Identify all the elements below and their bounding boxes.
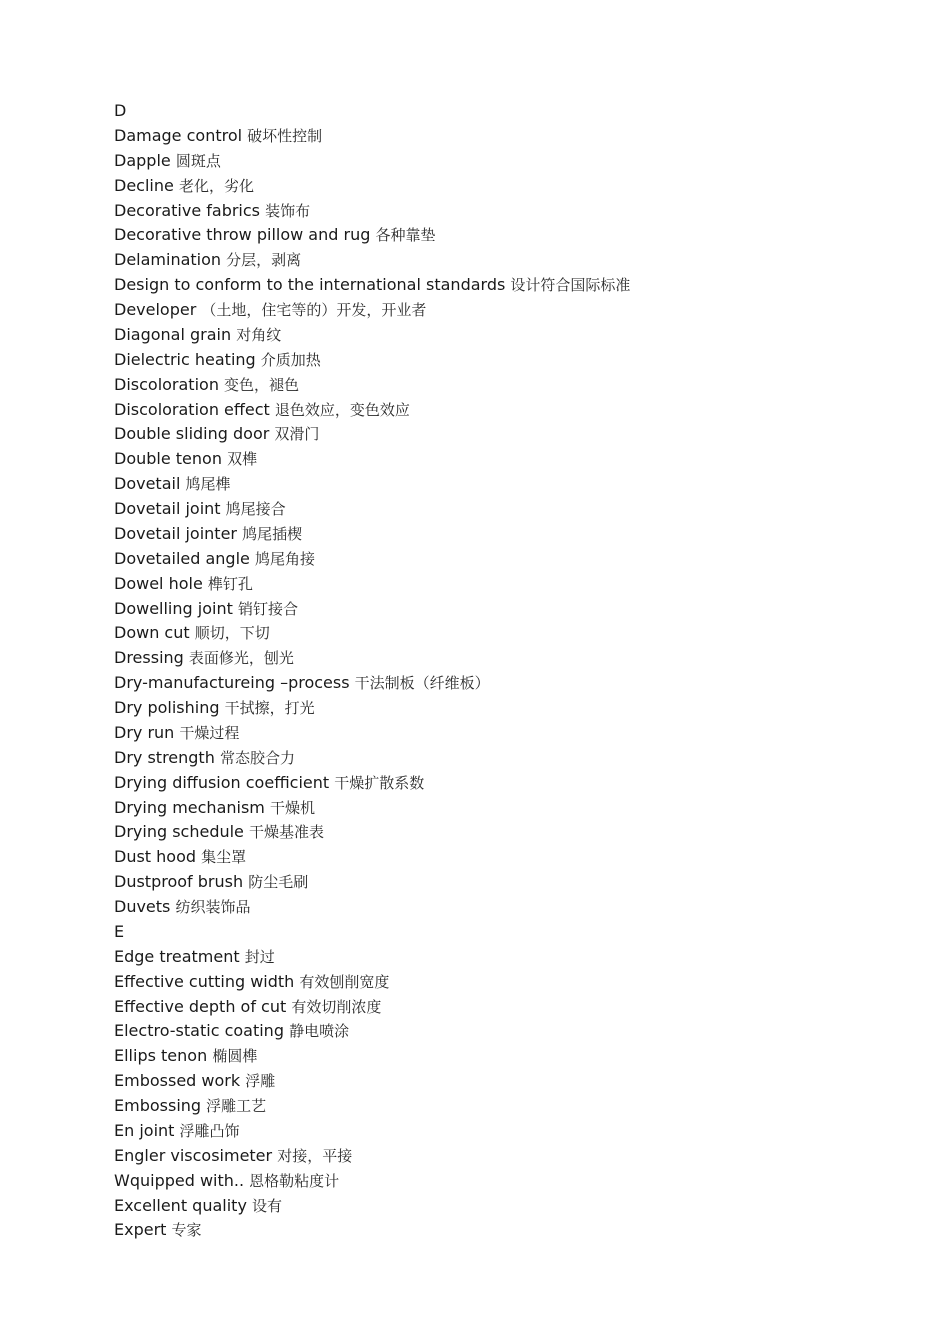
entry-translation: 专家 — [171, 1221, 202, 1240]
entry-term: Double tenon — [114, 449, 222, 469]
entry-term: Dry polishing — [114, 698, 220, 717]
glossary-entry — [114, 671, 630, 696]
glossary-entry — [114, 223, 630, 248]
glossary-entry — [114, 497, 630, 522]
entry-term: Dry strength — [114, 747, 215, 767]
entry-term: Embossed work — [114, 1071, 241, 1091]
entry-translation: 顺切，下切 — [194, 624, 270, 643]
glossary-entry — [114, 373, 630, 398]
entry-translation: 对接，平接 — [277, 1146, 353, 1165]
entry-translation: 纺织装饰品 — [175, 898, 251, 916]
entry-term: Excellent quality — [114, 1195, 247, 1215]
entry-translation: 防尘毛刷 — [248, 873, 309, 892]
entry-term: Ellips tenon — [114, 1046, 208, 1066]
entry-translation: （土地，住宅等的）开发，开业者 — [201, 301, 427, 319]
entry-term: Dapple — [114, 150, 171, 170]
glossary-entry — [114, 522, 630, 547]
entry-term: Edge treatment — [114, 946, 240, 966]
glossary-entry — [114, 845, 630, 870]
entry-term: Engler viscosimeter — [114, 1145, 273, 1165]
glossary-entry — [114, 348, 630, 373]
glossary-entry — [114, 124, 630, 149]
entry-translation: 集尘罩 — [201, 848, 247, 867]
entry-translation: 鸠尾角接 — [254, 549, 315, 568]
entry-term: Duvets — [114, 897, 171, 916]
entry-term: Drying diffusion coefficient — [114, 772, 330, 792]
glossary-entry — [114, 199, 630, 224]
entry-translation: 封过 — [244, 947, 275, 966]
entry-translation: 浮雕工艺 — [206, 1097, 267, 1115]
entry-translation: 破坏性控制 — [247, 126, 323, 145]
entry-term: Discoloration — [114, 374, 219, 394]
glossary-entry — [114, 323, 630, 348]
glossary-entry — [114, 273, 630, 298]
entry-translation: 干拭擦，打光 — [224, 699, 315, 717]
glossary-entry — [114, 398, 630, 423]
entry-translation: 干法制板（纤维板） — [354, 674, 490, 693]
glossary-entry — [114, 472, 630, 497]
entry-translation: 双滑门 — [274, 425, 320, 444]
entry-translation: 分层，剥离 — [226, 251, 302, 270]
entry-translation: 干燥扩散系数 — [334, 773, 425, 792]
entry-term: Design to conform to the international standards — [114, 275, 506, 295]
entry-term: Dust hood — [114, 847, 197, 867]
entry-term: Dustproof brush — [114, 872, 244, 892]
entry-term: Effective depth of cut — [114, 996, 287, 1016]
glossary-entry — [114, 1218, 630, 1243]
glossary-list — [114, 99, 630, 1243]
entry-term: Dovetail joint — [114, 499, 221, 518]
glossary-entry — [114, 721, 630, 746]
entry-translation: 设有 — [252, 1196, 283, 1215]
glossary-entry — [114, 995, 630, 1020]
entry-term: Wquipped with.. — [114, 1170, 245, 1190]
entry-term: Developer — [114, 300, 197, 319]
entry-term: Dovetail — [114, 474, 181, 494]
entry-translation: 榫钉孔 — [207, 574, 253, 593]
glossary-entry — [114, 1144, 630, 1169]
entry-translation: 圆斑点 — [175, 151, 221, 170]
glossary-entry — [114, 422, 630, 447]
glossary-entry — [114, 945, 630, 970]
section-letter — [114, 99, 630, 124]
entry-term: Down cut — [114, 623, 190, 643]
entry-translation: 有效切削浓度 — [291, 997, 382, 1016]
entry-term: Double sliding door — [114, 424, 270, 444]
glossary-entry — [114, 1019, 630, 1044]
entry-term: Drying mechanism — [114, 797, 265, 817]
glossary-entry — [114, 572, 630, 597]
entry-translation: 双榫 — [227, 450, 258, 469]
glossary-entry — [114, 1169, 630, 1194]
glossary-entry — [114, 298, 630, 323]
glossary-entry — [114, 248, 630, 273]
entry-translation: 表面修光，刨光 — [188, 649, 294, 668]
entry-term: Dielectric heating — [114, 349, 256, 369]
entry-translation: 装饰布 — [265, 201, 311, 220]
entry-translation: 对角纹 — [236, 325, 282, 344]
entry-translation: 浮雕凸饰 — [179, 1121, 240, 1140]
entry-translation: 干燥机 — [269, 798, 315, 817]
entry-term: Dry-manufactureing –process — [114, 673, 350, 693]
entry-term: Delamination — [114, 250, 222, 270]
entry-translation: 常态胶合力 — [219, 748, 295, 767]
section-letter-text: E — [114, 921, 125, 941]
glossary-entry — [114, 820, 630, 845]
glossary-entry — [114, 597, 630, 622]
glossary-entry — [114, 1194, 630, 1219]
glossary-entry — [114, 1044, 630, 1069]
glossary-entry — [114, 1119, 630, 1144]
glossary-entry — [114, 547, 630, 572]
entry-translation: 介质加热 — [260, 350, 321, 369]
entry-term: Discoloration effect — [114, 399, 270, 419]
entry-translation: 浮雕 — [245, 1072, 276, 1091]
glossary-entry — [114, 646, 630, 671]
entry-translation: 鸠尾榫 — [185, 475, 231, 494]
glossary-entry — [114, 970, 630, 995]
glossary-entry — [114, 447, 630, 472]
entry-term: Expert — [114, 1220, 167, 1240]
entry-term: Dressing — [114, 648, 184, 668]
glossary-entry — [114, 796, 630, 821]
glossary-entry — [114, 1094, 630, 1119]
section-letter — [114, 920, 630, 945]
section-letter-text: D — [114, 101, 127, 120]
glossary-entry — [114, 621, 630, 646]
glossary-entry — [114, 870, 630, 895]
glossary-entry — [114, 696, 630, 721]
entry-term: Dovetail jointer — [114, 523, 237, 543]
entry-term: Decline — [114, 175, 174, 195]
entry-term: Dowelling joint — [114, 598, 233, 618]
entry-translation: 有效刨削宽度 — [299, 972, 390, 991]
entry-translation: 干燥基准表 — [249, 823, 325, 842]
entry-term: Effective cutting width — [114, 971, 295, 991]
entry-translation: 恩格勒粘度计 — [249, 1171, 340, 1190]
entry-translation: 各种靠垫 — [375, 226, 436, 245]
entry-term: Dovetailed angle — [114, 548, 250, 568]
entry-term: Dry run — [114, 722, 175, 742]
glossary-entry — [114, 1069, 630, 1094]
entry-term: Drying schedule — [114, 822, 244, 842]
entry-translation: 鸠尾插楔 — [242, 524, 303, 543]
entry-translation: 老化，劣化 — [178, 176, 254, 195]
entry-translation: 设计符合国际标准 — [510, 276, 631, 295]
entry-term: Electro-static coating — [114, 1021, 284, 1041]
glossary-entry — [114, 771, 630, 796]
entry-translation: 退色效应，变色效应 — [274, 400, 410, 419]
entry-term: Diagonal grain — [114, 324, 232, 344]
entry-translation: 销钉接合 — [237, 599, 298, 618]
entry-translation: 静电喷涂 — [289, 1022, 350, 1041]
entry-term: Decorative fabrics — [114, 200, 260, 220]
glossary-entry — [114, 149, 630, 174]
entry-translation: 干燥过程 — [179, 723, 240, 742]
entry-term: Embossing — [114, 1096, 202, 1115]
entry-term: En joint — [114, 1120, 175, 1140]
glossary-entry — [114, 746, 630, 771]
glossary-entry — [114, 174, 630, 199]
entry-translation: 变色，褪色 — [224, 375, 300, 394]
entry-term: Dowel hole — [114, 573, 203, 593]
glossary-entry — [114, 895, 630, 920]
entry-translation: 椭圆榫 — [212, 1047, 258, 1066]
entry-term: Damage control — [114, 125, 243, 145]
entry-translation: 鸠尾接合 — [225, 500, 286, 518]
entry-term: Decorative throw pillow and rug — [114, 225, 371, 245]
